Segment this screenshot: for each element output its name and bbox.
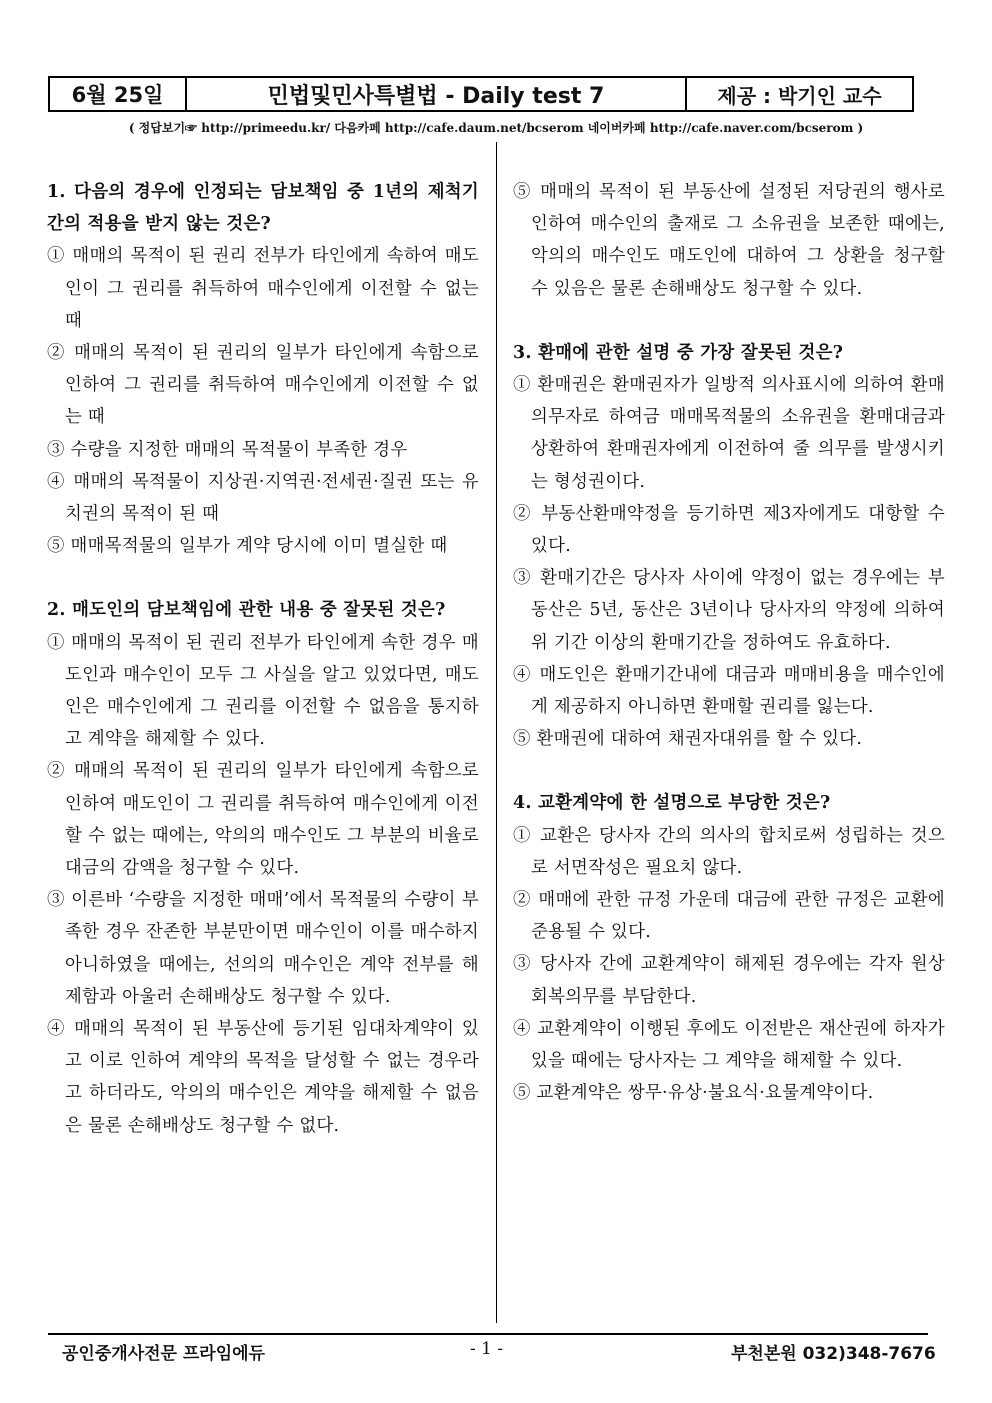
answer-option: ① 교환은 당사자 간의 의사의 합치로써 성립하는 것으로 서면작성은 필요치 않다. bbox=[513, 825, 945, 878]
question-title: 3. 환매에 관한 설명 중 가장 잘못된 것은? bbox=[513, 342, 844, 363]
answer-option: ⑤ 매매의 목적이 된 부동산에 설정된 저당권의 행사로 인하여 매수인의 출재로 그 소유권을 보존한 때에는, 악의의 매수인도 매도인에 대하여 그 상환을 청구할 수 있음은 물론 손해배상도 청구할 수 있다. bbox=[513, 182, 945, 299]
answer-option: ① 매매의 목적이 된 권리 전부가 타인에게 속하여 매도인이 그 권리를 취득하여 매수인에게 이전할 수 없는 때 bbox=[47, 246, 479, 331]
question-block bbox=[47, 594, 479, 1141]
header-box bbox=[48, 76, 914, 112]
answer-option: ④ 매도인은 환매기간내에 대금과 매매비용을 매수인에게 제공하지 아니하면 환매할 권리를 잃는다. bbox=[513, 664, 945, 718]
question-title: 2. 매도인의 담보책임에 관한 내용 중 잘못된 것은? bbox=[47, 600, 446, 621]
provider-label: 제공 : 박기인 교수 bbox=[717, 83, 882, 108]
answer-option: ③ 당사자 간에 교환계약이 해제된 경우에는 각자 원상회복의무를 부담한다. bbox=[513, 954, 945, 1007]
question-block bbox=[513, 337, 945, 756]
answer-option: ② 매매의 목적이 된 권리의 일부가 타인에게 속함으로 인하여 그 권리를 취득하여 매수인에게 이전할 수 없는 때 bbox=[47, 343, 479, 428]
answer-links: ( 정답보기☞ http://primeedu.kr/ 다음카페 http://cafe.daum.net/bcserom 네이버카페 http://cafe.naver.com/bcserom ) bbox=[128, 121, 864, 135]
answer-option: ⑤ 환매권에 대하여 채권자대위를 할 수 있다. bbox=[513, 729, 863, 750]
test-date: 6월 25일 bbox=[50, 78, 187, 110]
left-column bbox=[47, 176, 479, 1174]
answer-option: ⑤ 교환계약은 쌍무·유상·불요식·요물계약이다. bbox=[513, 1083, 874, 1104]
answer-option: ④ 매매의 목적물이 지상권·지역권·전세권·질권 또는 유치권의 목적이 된 때 bbox=[47, 471, 479, 525]
test-title: 민법및민사특별법 - Daily test 7 bbox=[187, 78, 687, 110]
answer-option: ③ 수량을 지정한 매매의 목적물이 부족한 경우 bbox=[47, 439, 408, 460]
column-divider bbox=[496, 142, 497, 1323]
answer-option: ① 매매의 목적이 된 권리 전부가 타인에게 속한 경우 매도인과 매수인이 모두 그 사실을 알고 있었다면, 매도인은 매수인에게 그 권리를 이전할 수 없음을 통지하고 계약을 해제할 수 있다. bbox=[47, 632, 479, 750]
answer-option: ⑤ 매매목적물의 일부가 계약 당시에 이미 멸실한 때 bbox=[47, 536, 448, 557]
page-number: - 1 - bbox=[470, 1339, 504, 1359]
question-block bbox=[513, 176, 945, 305]
answer-option: ③ 이른바 ‘수량을 지정한 매매’에서 목적물의 수량이 부족한 경우 잔존한 부분만이면 매수인이 이를 매수하지 아니하였을 때에는, 선의의 매수인은 계약 전부를 해제함과 아울러 손해배상도 청구할 수 있다. bbox=[47, 890, 479, 1007]
footer-rule bbox=[48, 1333, 928, 1335]
answer-option: ④ 매매의 목적이 된 부동산에 등기된 임대차계약이 있고 이로 인하여 계약의 목적을 달성할 수 없는 경우라고 하더라도, 악의의 매수인은 계약을 해제할 수 없음은 물론 손해배상도 청구할 수 없다. bbox=[47, 1019, 479, 1136]
question-title: 1. 다음의 경우에 인정되는 담보책임 중 1년의 제척기간의 적용을 받지 않는 것은? bbox=[47, 182, 479, 235]
question-block bbox=[513, 787, 945, 1109]
answer-option: ③ 환매기간은 당사자 사이에 약정이 없는 경우에는 부동산은 5년, 동산은 3년이나 당사자의 약정에 의하여 위 기간 이상의 환매기간을 정하여도 유효하다. bbox=[513, 568, 945, 653]
answer-option: ④ 교환계약이 이행된 후에도 이전받은 재산권에 하자가 있을 때에는 당사자는 그 계약을 해제할 수 있다. bbox=[513, 1018, 945, 1072]
answer-option: ② 부동산환매약정을 등기하면 제3자에게도 대항할 수 있다. bbox=[513, 503, 945, 557]
footer-academy: 공인중개사전문 프라임에듀 bbox=[62, 1344, 265, 1364]
answer-option: ② 매매에 관한 규정 가운데 대금에 관한 규정은 교환에 준용될 수 있다. bbox=[513, 890, 945, 943]
answer-option: ② 매매의 목적이 된 권리의 일부가 타인에게 속함으로 인하여 매도인이 그 권리를 취득하여 매수인에게 이전할 수 없는 때에는, 악의의 매수인도 그 부분의 비율로 대금의 감액을 청구할 수 있다. bbox=[47, 761, 479, 879]
footer-contact: 부천본원 032)348-7676 bbox=[731, 1344, 936, 1364]
question-block bbox=[47, 176, 479, 562]
answer-option: ① 환매권은 환매권자가 일방적 의사표시에 의하여 환매의무자로 하여금 매매목적물의 소유권을 환매대금과 상환하여 환매권자에게 이전하여 줄 의무를 발생시키는 형성권이다. bbox=[513, 375, 945, 492]
question-title: 4. 교환계약에 한 설명으로 부당한 것은? bbox=[513, 793, 831, 814]
right-column bbox=[513, 176, 945, 1141]
